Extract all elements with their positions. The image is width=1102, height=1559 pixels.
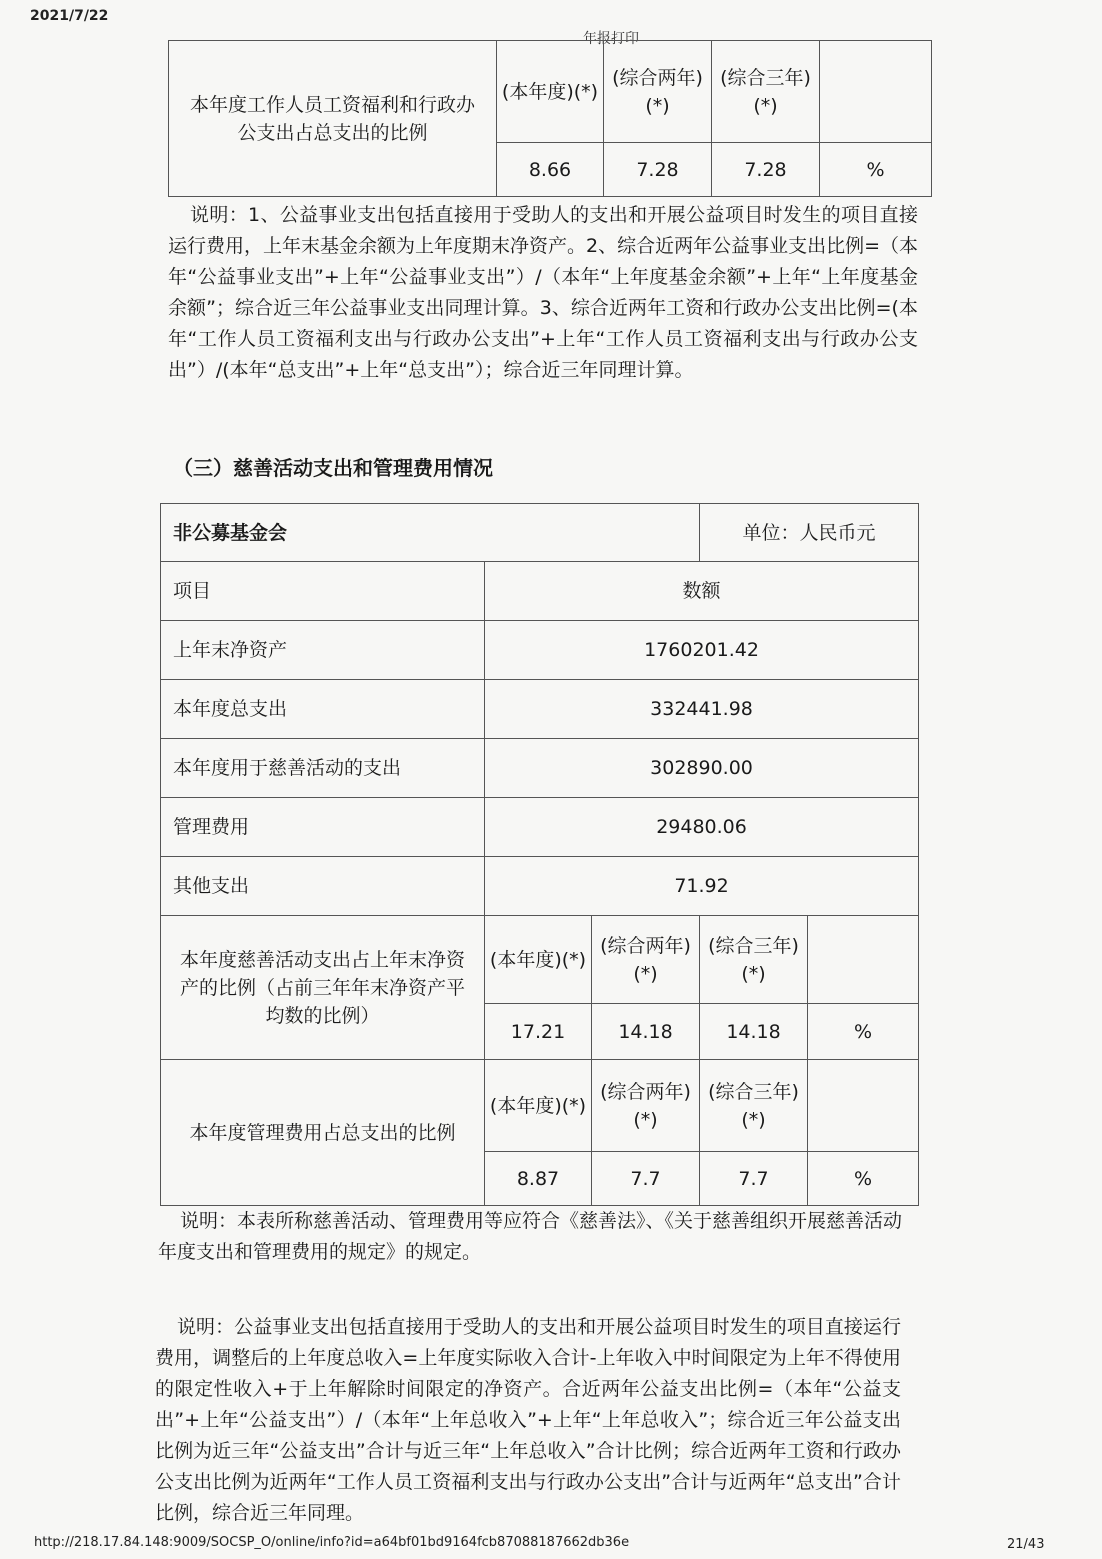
staff-admin-ratio-table: [168, 40, 932, 197]
col-header-three-year: (综合三年)(*): [700, 916, 808, 1004]
value-current-year: 8.66: [497, 143, 604, 197]
org-type-cell: 非公募基金会: [161, 504, 700, 562]
print-header: 年报打印: [583, 31, 639, 47]
col-header-three-year: (综合三年)(*): [700, 1060, 808, 1152]
table-row-label: 管理费用: [161, 798, 485, 857]
explanation-note-1: 说明：1、公益事业支出包括直接用于受助人的支出和开展公益项目时发生的项目直接运行费用，上年末基金余额为上年度期末净资产。2、综合近两年公益事业支出比例=（本年“公益事业支出”+上年“公益事业支出”）/（本年“上年度基金余额”+上年“上年度基金余额”；综合近三年公益事业支出同理计算。3、综合近两年工资和行政办公支出比例=(本年“工作人员工资福利支出与行政办公支出”+上年“工作人员工资福利支出与行政办公支出”）/(本年“总支出”+上年“总支出”）；综合近三年同理计算。: [168, 204, 919, 381]
value-two-year: 7.7: [592, 1152, 700, 1206]
table-row-value: 332441.98: [485, 680, 919, 739]
explanation-note-3: 说明：公益事业支出包括直接用于受助人的支出和开展公益项目时发生的项目直接运行费用，调整后的上年度总收入=上年度实际收入合计-上年收入中时间限定为上年不得使用的限定性收入+于上年解除时间限定的净资产。合近两年公益支出比例=（本年“公益支出”+上年“公益支出”）/（本年“上年总收入”+上年“上年总收入”；综合近三年公益支出比例为近三年“公益支出”合计与近三年“上年总收入”合计比例；综合近两年工资和行政办公支出比例为近两年“工作人员工资福利支出与行政办公支出”合计与近两年“总支出”合计比例，综合近三年同理。: [155, 1316, 901, 1524]
col-header-current-year: (本年度)(*): [485, 1060, 592, 1152]
section-heading: （三）慈善活动支出和管理费用情况: [173, 456, 493, 480]
table-row-label: 其他支出: [161, 857, 485, 916]
value-current-year: 8.87: [485, 1152, 592, 1206]
col-header-three-year: (综合三年)(*): [712, 41, 820, 143]
management-ratio-label: 本年度管理费用占总支出的比例: [161, 1060, 485, 1206]
table-row-value: 302890.00: [485, 739, 919, 798]
value-current-year: 17.21: [485, 1004, 592, 1060]
col-header-two-year: (综合两年)(*): [592, 916, 700, 1004]
col-header-unit: [808, 916, 919, 1004]
value-unit: %: [808, 1004, 919, 1060]
col-header-current-year: (本年度)(*): [497, 41, 604, 143]
col-header-two-year: (综合两年)(*): [592, 1060, 700, 1152]
unit-cell: 单位：人民币元: [700, 504, 919, 562]
col-header-item: 项目: [161, 562, 485, 621]
col-header-amount: 数额: [485, 562, 919, 621]
col-header-two-year: (综合两年)(*): [604, 41, 712, 143]
col-header-unit: [808, 1060, 919, 1152]
table-row-value: 71.92: [485, 857, 919, 916]
value-two-year: 14.18: [592, 1004, 700, 1060]
table-row-label: 本年度用于慈善活动的支出: [161, 739, 485, 798]
value-three-year: 7.7: [700, 1152, 808, 1206]
charity-expense-table: [160, 503, 919, 1206]
footer-page-number: 21/43: [1007, 1537, 1045, 1552]
value-three-year: 7.28: [712, 143, 820, 197]
value-unit: %: [808, 1152, 919, 1206]
table-row-label: 上年末净资产: [161, 621, 485, 680]
print-date: 2021/7/22: [30, 8, 109, 24]
table-row-label: 本年度总支出: [161, 680, 485, 739]
table-row-value: 1760201.42: [485, 621, 919, 680]
ratio-label: 本年度工作人员工资福利和行政办公支出占总支出的比例: [169, 41, 497, 197]
charity-ratio-label: 本年度慈善活动支出占上年末净资产的比例（占前三年年末净资产平均数的比例）: [161, 916, 485, 1060]
table-row-value: 29480.06: [485, 798, 919, 857]
value-two-year: 7.28: [604, 143, 712, 197]
footer-url: http://218.17.84.148:9009/SOCSP_O/online/info?id=a64bf01bd9164fcb87088187662db36e: [34, 1535, 630, 1550]
value-three-year: 14.18: [700, 1004, 808, 1060]
col-header-current-year: (本年度)(*): [485, 916, 592, 1004]
value-unit: %: [820, 143, 932, 197]
explanation-note-2: 说明：本表所称慈善活动、管理费用等应符合《慈善法》、《关于慈善组织开展慈善活动年度支出和管理费用的规定》的规定。: [158, 1210, 903, 1263]
col-header-unit: [820, 41, 932, 143]
